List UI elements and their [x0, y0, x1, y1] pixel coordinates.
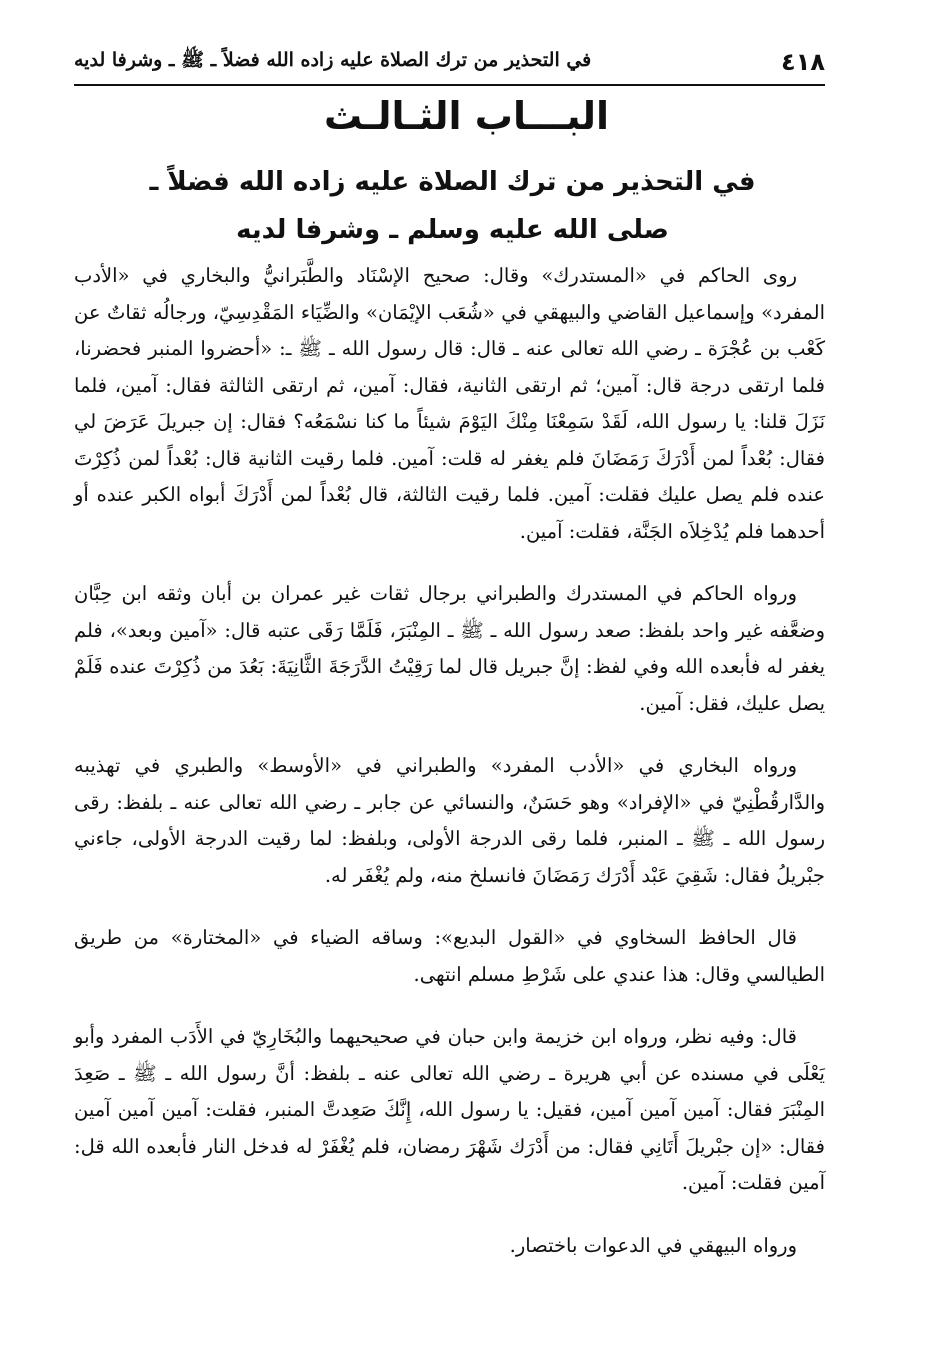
page-number: ٤١٨ [781, 48, 825, 76]
running-header [74, 34, 825, 86]
body-text [74, 258, 825, 1290]
closing-line: ورواه البيهقي في الدعوات باختصار. [509, 1233, 797, 1257]
paragraph-2: ورواه الحاكم في المستدرك والطبراني برجال ثقات غير عمران بن أبان وثقه ابن حِبَّان وضعَّفه غير واحد بلفظ: صعد رسول الله ـ ﷺ ـ المِنْبَرَ، فَلَمَّا رَقَى عتبه قال: «آمين وبعد»، فلم يغفر له فأبعده الله وفي لفظ: إنَّ جبريل قال لما رَقِيْتُ الدَّرَجَةَ الثَّانِيَةَ: بَعُدَ من ذُكِرْتَ عنده فَلَمْ يصل عليك، فقل: آمين. [74, 582, 825, 715]
paragraph-3: ورواه البخاري في «الأدب المفرد» والطبراني في «الأوسط» والطبري في تهذيبه والدَّارقُطْنِيّ في «الإفراد» وهو حَسَنٌ، والنسائي عن جابر ـ رضي الله تعالى عنه ـ بلفظ: رقى رسول الله ـ ﷺ ـ المنبر، فلما رقى الدرجة الأولى، وبلفظ: لما رقيت الدرجة الأولى، جاءني جبْريلُ فقال: شَقِيَ عَبْد أَدْرَك رَمَضَانَ فانسلخ منه، ولم يُغْفَر له. [74, 754, 825, 887]
paragraph-1: روى الحاكم في «المستدرك» وقال: صحيح الإسْنَاد والطَّبَرانيُّ والبخاري في «الأدب المفرد» وإسماعيل القاضي والبيهقي في «شُعَب الإيْمَان» والضِّيَاء المَقْدِسِيّ، ورجالُه ثقاتٌ عن كَعْب بن عُجْرَة ـ رضي الله تعالى عنه ـ قال: قال رسول الله ـ ﷺ ـ: «أحضروا المنبر فحضرنا، فلما ارتقى درجة قال: آمين؛ ثم ارتقى الثانية، فقال: آمين، ثم ارتقى الثالثة فقال: آمين، فلما نَزَلَ قلنا: يا رسول الله، لَقَدْ سَمِعْنَا مِنْكَ اليَوْمَ شيئاً ما كنا نسْمَعُه؟ فقال: إن جبريلَ عَرَضَ لي فقال: بُعْداً لمن أَدْرَكَ رَمَضَانَ فلم يغفر له قلت: آمين. فلما رقيت الثانية قال: بُعْداً لمن ذُكِرْتَ عنده فلم يصل عليك فقلت: آمين. فلما رقيت الثالثة، قال بُعْداً لمن أَدْرَكَ أبواه الكبر عنده أو أحدهما فلم يُدْخِلاَه الجَنَّة، فقلت: آمين. [74, 264, 825, 543]
running-title: في التحذير من ترك الصلاة عليه زاده الله فضلاً ـ ﷺ ـ وشرفا لديه [74, 49, 592, 71]
chapter-subtitle: في التحذير من ترك الصلاة عليه زاده الله فضلاً ـ صلى الله عليه وسلم ـ وشرفا لديه [149, 167, 756, 245]
chapter-heading: البـــاب الثـالـث [324, 94, 609, 138]
paragraph-4: قال الحافظ السخاوي في «القول البديع»: وساقه الضياء في «المختارة» من طريق الطيالسي وقال: هذا عندي على شَرْطِ مسلم انتهى. [74, 926, 825, 986]
paragraph-5: قال: وفيه نظر، ورواه ابن خزيمة وابن حبان في صحيحيهما والبُخَارِيّ في الأَدَب المفرد وأبو يَعْلَى في مسنده عن أبي هريرة ـ رضي الله تعالى عنه ـ بلفظ: أنَّ رسول الله ـ ﷺ ـ صَعِدَ المِنْبَرَ فقال: آمين آمين آمين، فقيل: يا رسول الله، إِنَّكَ صَعِدتَّ المنبر، فقلت: آمين آمين آمين فقال: «إن جبْريلَ أَتَانِي فقال: من أَدْرَك شَهْرَ رمضان، فلم يُغْفَرْ له فدخل النار فأبعده الله قل: آمين فقلت: آمين. [74, 1025, 825, 1194]
